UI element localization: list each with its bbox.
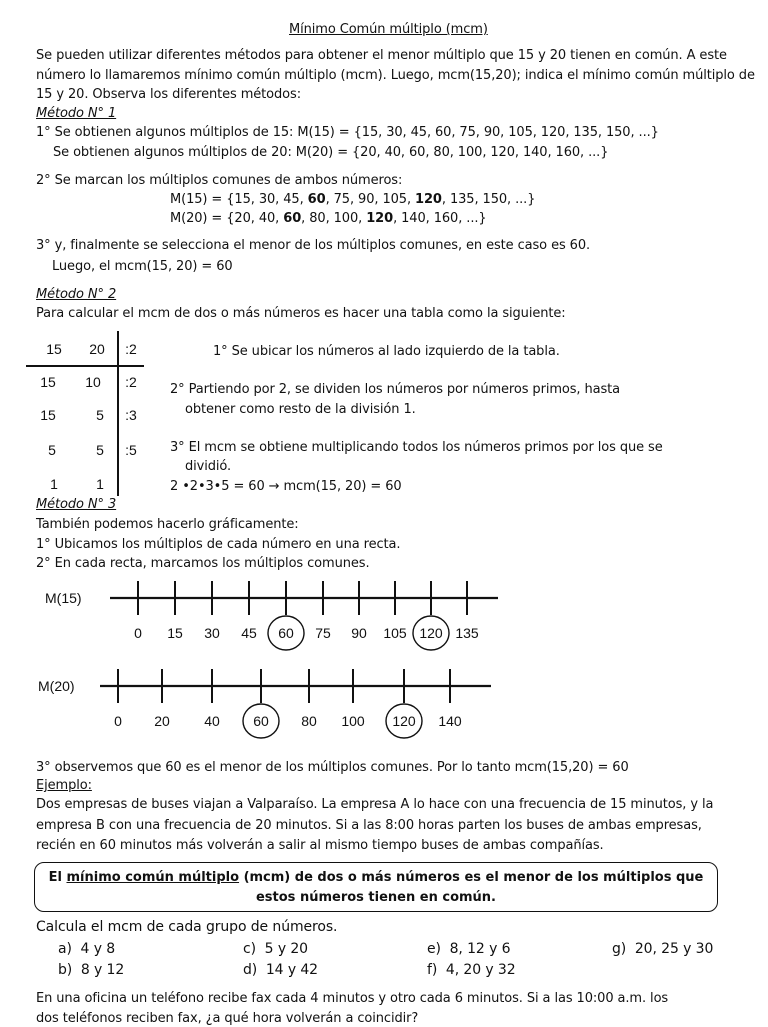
page-title: Mínimo Común múltiplo (mcm)	[289, 22, 488, 37]
exercise-label: d)	[243, 962, 258, 978]
number-line-label: M(20)	[38, 678, 75, 694]
exercise-label: b)	[58, 962, 73, 978]
metodo2-step3a: 3° El mcm se obtiene multiplicando todos los números primos por los que se	[170, 440, 663, 455]
number-line-tick-label: 40	[204, 713, 220, 729]
metodo1-step3b: Luego, el mcm(15, 20) = 60	[52, 259, 233, 274]
number-line-tick-label: 45	[241, 625, 257, 641]
definition-line-1	[35, 868, 717, 888]
ejemplo-line-2: empresa B con una frecuencia de 20 minutos. Si a las 8:00 horas parten los buses de ambas empresas,	[36, 818, 702, 833]
metodo2-step3b: dividió.	[185, 459, 232, 474]
definition-box	[34, 862, 718, 912]
exercise-f	[427, 962, 516, 978]
metodo3-line3: 2° En cada recta, marcamos los múltiplos comunes.	[36, 556, 370, 571]
exercise-c	[243, 941, 308, 957]
table-horizontal-line	[26, 365, 144, 367]
number-line-tick-label: 120	[392, 713, 416, 729]
table-cell: 5	[96, 407, 104, 423]
metodo2-formula: 2 •2•3•5 = 60 → mcm(15, 20) = 60	[170, 479, 402, 494]
exercise-label: g)	[612, 941, 627, 957]
intro-line-2: número lo llamaremos mínimo común múltiplo (mcm). Luego, mcm(15,20); indica el mínimo común múltiplo de	[36, 68, 755, 83]
metodo2-heading: Método N° 2	[36, 287, 117, 302]
table-cell: 20	[89, 341, 105, 357]
number-line-tick-label: 20	[154, 713, 170, 729]
exercise-value: 4 y 8	[80, 941, 116, 957]
definition-line-2: estos números tienen en común.	[255, 890, 496, 905]
number-line-tick-label: 30	[204, 625, 220, 641]
m20-pre: M(20) = {20, 40,	[170, 211, 284, 226]
number-line-tick-label: 15	[167, 625, 183, 641]
table-cell: 5	[96, 442, 104, 458]
table-cell: 5	[48, 442, 56, 458]
exercise-b	[58, 962, 124, 978]
metodo3-line1: También podemos hacerlo gráficamente:	[36, 517, 299, 532]
table-cell: 1	[50, 476, 58, 492]
exercise-value: 20, 25 y 30	[634, 941, 714, 957]
exercise-label: f)	[427, 962, 438, 978]
exercise-label: c)	[243, 941, 256, 957]
metodo2-intro: Para calcular el mcm de dos o más números es hacer una tabla como la siguiente:	[36, 306, 566, 321]
table-divisor: :3	[125, 407, 137, 423]
metodo3-step3: 3° observemos que 60 es el menor de los múltiplos comunes. Por lo tanto mcm(15,20) = 60	[36, 760, 629, 775]
table-cell: 1	[96, 476, 104, 492]
exercise-label: e)	[427, 941, 441, 957]
m15-mid: , 75, 90, 105,	[325, 192, 416, 207]
exercise-g	[612, 941, 713, 957]
m20-post: , 140, 160, ...}	[393, 211, 487, 226]
table-divisor: :5	[125, 442, 137, 458]
number-line-tick-label: 120	[419, 625, 443, 641]
exercise-a	[58, 941, 115, 957]
definition-pre: El	[48, 870, 67, 885]
m15-pre: M(15) = {15, 30, 45,	[170, 192, 308, 207]
metodo3-line2: 1° Ubicamos los múltiplos de cada número en una recta.	[36, 537, 401, 552]
metodo2-step1: 1° Se ubicar los números al lado izquierdo de la tabla.	[213, 344, 560, 359]
number-line-tick-label: 140	[438, 713, 462, 729]
metodo1-heading: Método N° 1	[36, 106, 117, 121]
ejemplo-line-1: Dos empresas de buses viajan a Valparaíso. La empresa A lo hace con una frecuencia de 15 minutos, y la	[36, 797, 714, 812]
metodo2-step2a: 2° Partiendo por 2, se dividen los números por números primos, hasta	[170, 382, 621, 397]
table-cell: 15	[40, 407, 56, 423]
metodo1-step1a: 1° Se obtienen algunos múltiplos de 15: M(15) = {15, 30, 45, 60, 75, 90, 105, 120, 135, 150, ...}	[36, 125, 659, 140]
problem-line-2: dos teléfonos reciben fax, ¿a qué hora volverán a coincidir?	[36, 1011, 419, 1026]
table-divisor: :2	[125, 374, 137, 390]
ejemplo-line-3: recién en 60 minutos más volverán a salir al mismo tiempo buses de ambas compañías.	[36, 838, 604, 853]
number-line-tick-label: 0	[134, 625, 142, 641]
table-cell: 15	[40, 374, 56, 390]
ejemplo-heading: Ejemplo:	[36, 778, 92, 793]
m20-common-60: 60	[283, 211, 302, 226]
metodo1-step2: 2° Se marcan los múltiplos comunes de ambos números:	[36, 173, 403, 188]
exercise-label: a)	[58, 941, 72, 957]
exercise-e	[427, 941, 510, 957]
exercise-d	[243, 962, 318, 978]
table-cell: 15	[46, 341, 62, 357]
m20-mid: , 80, 100,	[301, 211, 367, 226]
number-line-tick-label: 105	[383, 625, 407, 641]
metodo1-step1b: Se obtienen algunos múltiplos de 20: M(20) = {20, 40, 60, 80, 100, 120, 140, 160, ...}	[53, 145, 609, 160]
number-line-m15	[45, 581, 498, 650]
exercise-value: 14 y 42	[265, 962, 318, 978]
m15-common-120: 120	[415, 192, 442, 207]
metodo1-m20-set	[170, 211, 487, 227]
m15-post: , 135, 150, ...}	[441, 192, 536, 207]
intro-line-1: Se pueden utilizar diferentes métodos para obtener el menor múltiplo que 15 y 20 tienen en común. A este	[36, 48, 727, 63]
number-line-label: M(15)	[45, 590, 82, 606]
number-line-tick-label: 0	[114, 713, 122, 729]
definition-post: (mcm) de dos o más números es el menor de los múltiplos que	[239, 870, 704, 885]
exercise-value: 8 y 12	[80, 962, 125, 978]
number-line-m20	[38, 669, 491, 738]
metodo2-step2b: obtener como resto de la división 1.	[185, 402, 416, 417]
intro-line-3: 15 y 20. Observa los diferentes métodos:	[36, 87, 301, 102]
exercises-heading: Calcula el mcm de cada grupo de números.	[36, 919, 338, 935]
m15-common-60: 60	[307, 192, 326, 207]
m20-common-120: 120	[366, 211, 394, 226]
number-line-tick-label: 75	[315, 625, 331, 641]
number-line-tick-label: 100	[341, 713, 365, 729]
number-line-tick-label: 135	[455, 625, 479, 641]
table-vertical-line	[117, 331, 119, 496]
exercise-value: 5 y 20	[264, 941, 308, 957]
metodo1-m15-set	[170, 192, 535, 208]
number-line-tick-label: 60	[253, 713, 269, 729]
problem-line-1: En una oficina un teléfono recibe fax cada 4 minutos y otro cada 6 minutos. Si a las 10:00 a.m. los	[36, 991, 669, 1006]
exercise-value: 4, 20 y 32	[445, 962, 516, 978]
number-line-tick-label: 60	[278, 625, 294, 641]
definition-term: mínimo común múltiplo	[66, 870, 240, 885]
number-lines-figure	[0, 578, 768, 758]
number-line-tick-label: 80	[301, 713, 317, 729]
table-cell: 10	[85, 374, 101, 390]
metodo1-step3: 3° y, finalmente se selecciona el menor de los múltiplos comunes, en este caso es 60.	[36, 238, 591, 253]
metodo3-heading: Método N° 3	[36, 497, 117, 512]
table-divisor: :2	[125, 341, 137, 357]
exercise-value: 8, 12 y 6	[449, 941, 511, 957]
number-line-tick-label: 90	[351, 625, 367, 641]
